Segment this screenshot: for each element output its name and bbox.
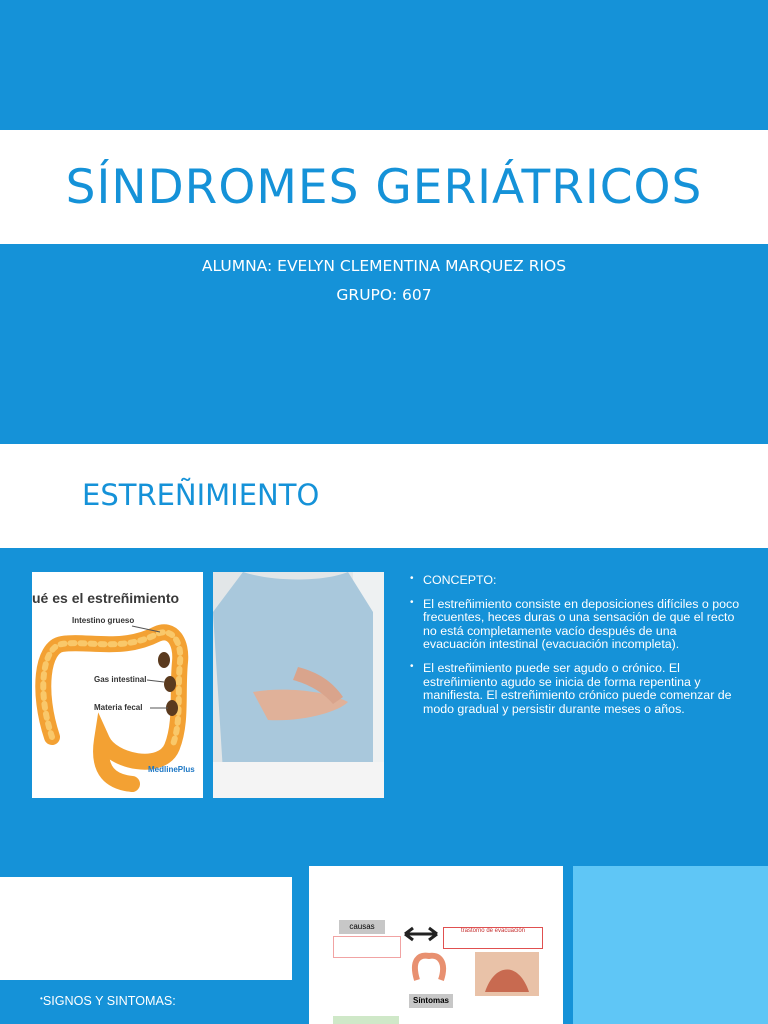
intestine-icon [409,950,449,990]
concept-text [410,574,740,726]
bullet-item: • El estreñimiento puede ser agudo o crónico. El estreñimiento agudo se inicia de forma repentina y manifiesta. El estreñimiento crónico puede comenzar de modo gradual y persistir durante meses o años. [410,660,732,716]
decorative-panel [573,866,768,1024]
causas-list [333,936,401,958]
section-title: ESTREÑIMIENTO [82,478,320,512]
group-label: GRUPO: 607 [336,286,432,304]
slide3-title-box [0,877,292,980]
trastorno-box: trastorno de evacuación [443,927,543,949]
sintomas-box: Síntomas [409,994,453,1008]
subtitle-block [0,252,768,310]
bullet-item: • CONCEPTO: [410,573,497,587]
woman-abdominal-pain-image [213,572,384,798]
bullet-icon: • [410,660,414,672]
bullet-icon: • [410,596,414,608]
slide-title: SÍNDROMES GERIÁTRICOS [65,159,703,215]
label-materia: Materia fecal [94,703,143,712]
medlineplus-logo: MedlinePlus [148,765,195,774]
causas-box: causas [339,920,385,934]
student-name: ALUMNA: EVELYN CLEMENTINA MARQUEZ RIOS [201,257,567,275]
double-arrow-icon [401,924,441,944]
bullet-icon: • [410,573,414,584]
label-gas: Gas intestinal [94,675,147,684]
patient-photo [213,572,384,798]
colon-image-heading: ué es el estreñimiento [32,590,180,606]
bullet-item: • El estreñimiento consiste en deposiciones difíciles o poco frecuentes, heces duras o una sensación de que el recto no está completamente vacío después de una evacuación intestinal (evacuación incompleta). [410,596,740,652]
colon-diagram-image [32,572,203,798]
signs-label: •SIGNOS Y SINTOMAS: [40,994,176,1008]
bullet-icon: • [40,994,43,1003]
rectum-anatomy-icon [475,952,539,996]
sintomas-panel [333,1016,399,1024]
constipation-infographic [309,866,563,1024]
label-intestino: Intestino grueso [72,616,135,625]
